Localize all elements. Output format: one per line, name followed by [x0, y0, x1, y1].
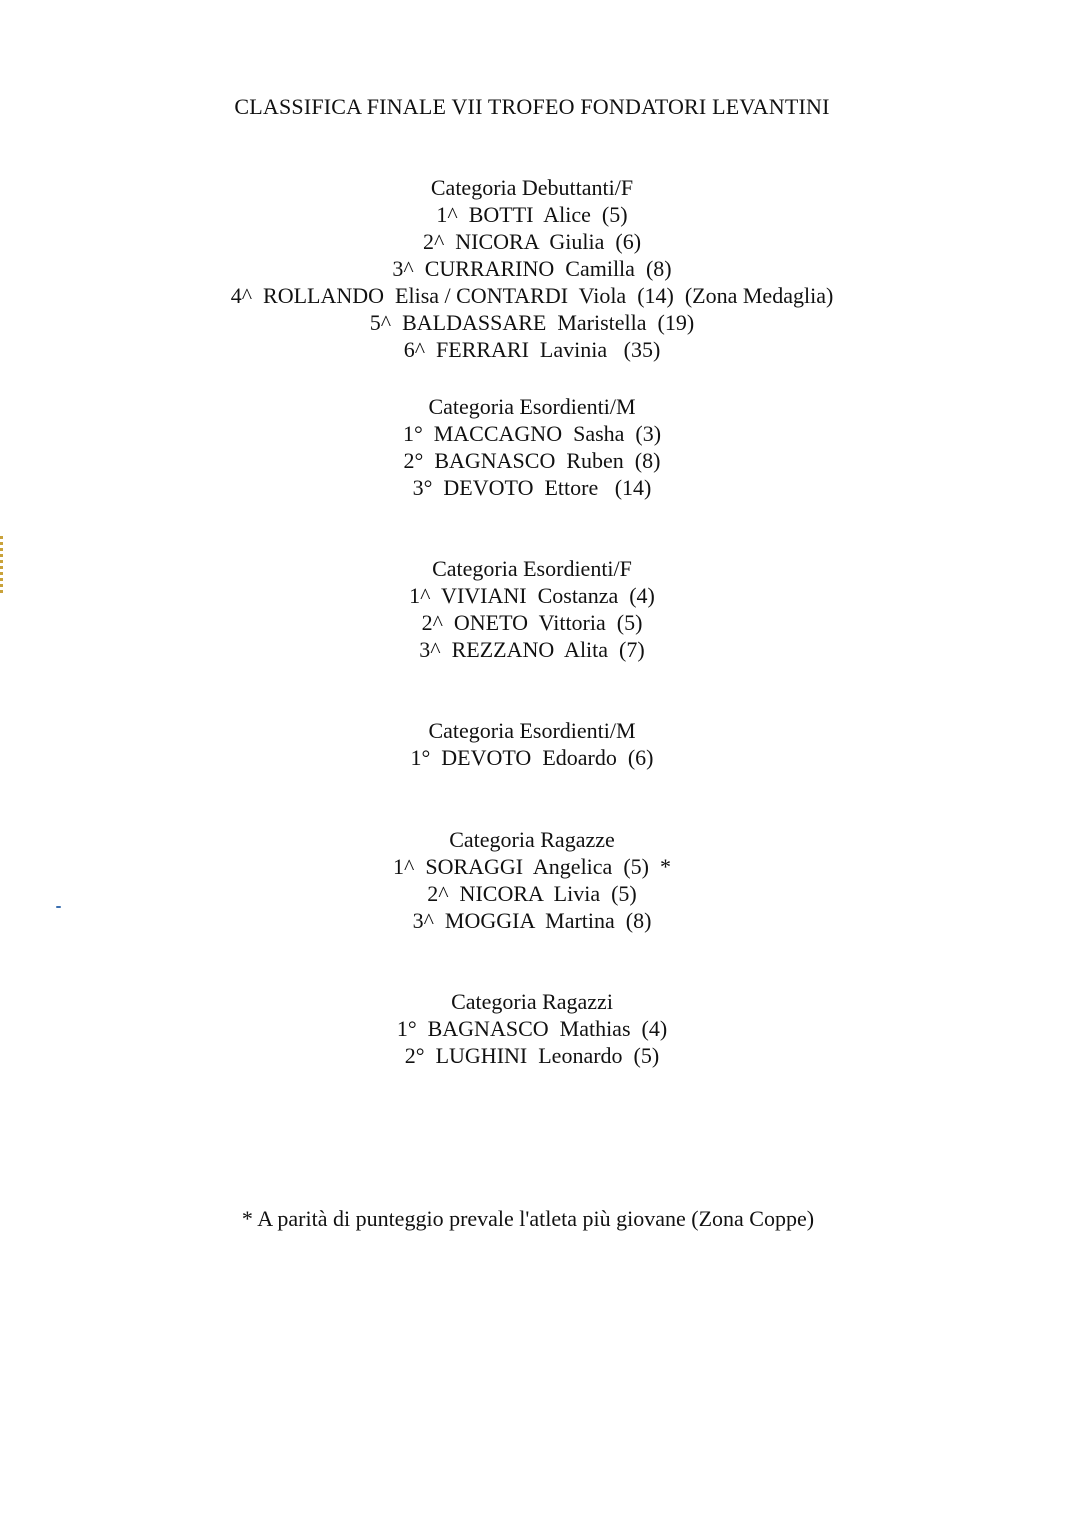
ranking-entry: 3^ MOGGIA Martina (8) [412, 908, 652, 933]
document-title: CLASSIFICA FINALE VII TROFEO FONDATORI LEVANTINI [234, 94, 830, 119]
category-section [0, 826, 1064, 934]
category-section [0, 174, 1064, 363]
ranking-entry: 4^ ROLLANDO Elisa / CONTARDI Viola (14) (Zona Medaglia) [230, 283, 834, 308]
category-heading: Categoria Esordienti/M [428, 394, 636, 419]
ranking-entry: 1° MACCAGNO Sasha (3) [402, 421, 662, 446]
ranking-entry: 5^ BALDASSARE Maristella (19) [369, 310, 695, 335]
ranking-entry: 6^ FERRARI Lavinia (35) [403, 337, 661, 362]
ranking-entry: 1^ SORAGGI Angelica (5) * [393, 854, 671, 879]
category-section [0, 988, 1064, 1069]
ranking-entry: 1° BAGNASCO Mathias (4) [396, 1016, 668, 1041]
category-heading: Categoria Esordienti/F [432, 556, 632, 581]
category-heading: Categoria Ragazze [449, 827, 615, 852]
ranking-entry: 2° BAGNASCO Ruben (8) [403, 448, 661, 473]
ranking-entry: 2^ NICORA Giulia (6) [422, 229, 642, 254]
ranking-entry: 1^ BOTTI Alice (5) [436, 202, 628, 227]
ranking-entry: 2^ ONETO Vittoria (5) [421, 610, 643, 635]
category-section [0, 717, 1064, 771]
ranking-entry: 2^ NICORA Livia (5) [427, 881, 637, 906]
ranking-entry: 3° DEVOTO Ettore (14) [412, 475, 652, 500]
footnote: * A parità di punteggio prevale l'atleta più giovane (Zona Coppe) [241, 1206, 815, 1231]
ranking-entry: 2° LUGHINI Leonardo (5) [404, 1043, 660, 1068]
category-heading: Categoria Esordienti/M [428, 718, 636, 743]
ranking-entry: 1^ VIVIANI Costanza (4) [409, 583, 655, 608]
ranking-entry: 3^ REZZANO Alita (7) [419, 637, 645, 662]
category-heading: Categoria Ragazzi [451, 989, 613, 1014]
category-section [0, 555, 1064, 663]
category-heading: Categoria Debuttanti/F [430, 175, 634, 200]
ranking-entry: 1° DEVOTO Edoardo (6) [410, 745, 654, 770]
ranking-entry: 3^ CURRARINO Camilla (8) [392, 256, 672, 281]
category-section [0, 393, 1064, 501]
